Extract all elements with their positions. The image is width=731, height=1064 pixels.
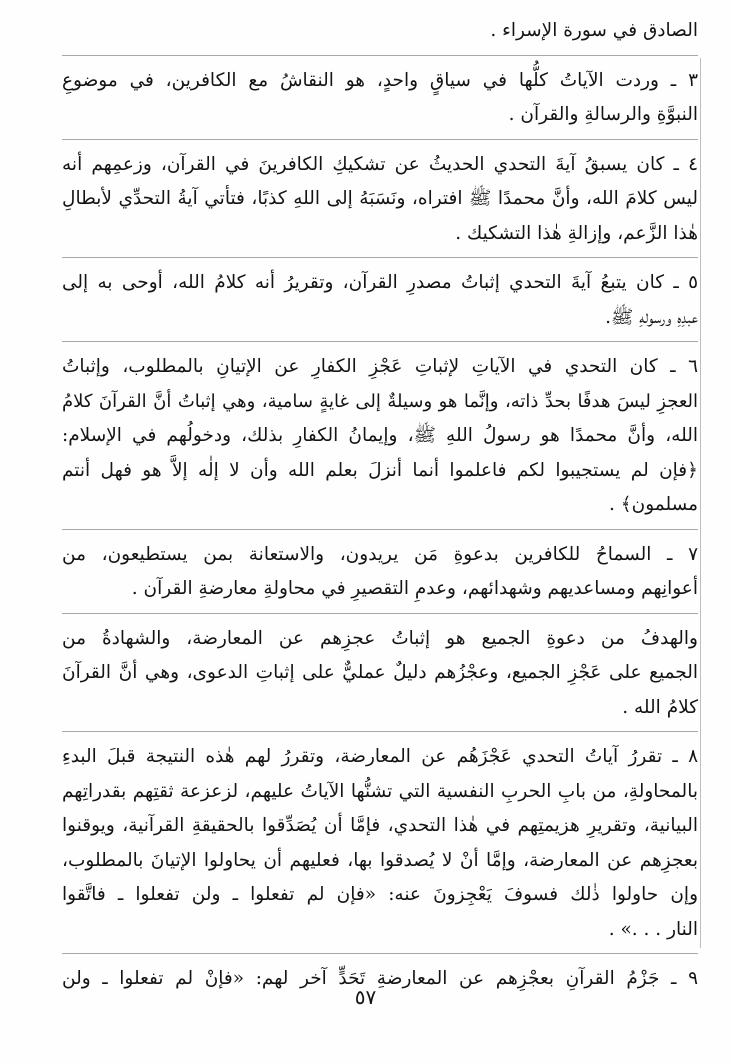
text-line: بالمحاولةِ، من بابِ الحربِ النفسية التي تشنُّها الآياتُ عليهم، لزعزعة ثقتِهم بقدراتِهم (62, 780, 698, 802)
paragraph-point-8 (62, 740, 698, 947)
paragraph-separator (62, 613, 698, 614)
page-number: ٥٧ (354, 985, 377, 1009)
text-line: ٩ ـ جَزْمُ القرآنِ بعجْزِهم عن المعارضةِ تَحَدٍّ آخر لهم: «فإنْ لم تفعلوا ـ ولن (62, 968, 698, 989)
text-line: ليس كلامَ الله، وأنَّ محمدًا ﷺ افتراه، ونَسَبَهُ إلى اللهِ كذبًا، فتأتي آيةُ التحدِّي لأبطالِ (62, 188, 698, 209)
paragraph-point-6 (62, 350, 698, 523)
paragraph-separator (62, 139, 698, 140)
text-line: كلامُ الله . (622, 696, 698, 718)
text-line: ٧ ـ السماحُ للكافرين بدعوةِ مَن يريدون، والاستعانة بمن يستطيعون، من (62, 543, 698, 565)
text-line: وإن حاولوا ذٰلك فسوفَ يَعْجِزونَ عنه: «فإن لم تفعلوا ـ ولن تفعلوا ـ فاتَّقوا (62, 884, 698, 905)
page-body (62, 14, 698, 997)
text-line: ٤ ـ كان يسبقُ آيةَ التحدي الحديثُ عن تشكيكِ الكافرينَ في القرآن، وزعمِهم أنه (62, 153, 698, 175)
paragraph-point-5 (62, 266, 698, 335)
quran-quote: مسلمون﴾ . (609, 494, 698, 515)
text-line: الصادق في سورة الإسراء . (490, 20, 698, 41)
paragraph-separator (62, 257, 698, 258)
paragraph-separator (62, 953, 698, 954)
paragraph-separator (62, 341, 698, 342)
text-line: أعوانِهم ومساعديهم وشهدائهم، وعدمِ التقصيرِ في محاولةِ معارضةِ القرآن . (131, 578, 698, 599)
quran-quote: ﴿فإن لم يستجيبوا لكم فاعلموا أنما أنزلَ بعلم الله وأن لا إلٰه إلاَّ هو فهل أنتم (62, 459, 698, 481)
paragraph-point-4 (62, 148, 698, 252)
text-line: النار . . .» . (608, 918, 698, 940)
paragraph-isra-ending (62, 14, 698, 49)
text-line: بعجزِهم عن المعارضة، وإمَّا أنْ لا يُصدقوا بها، فعليهم أن يحاولوا الإتيانَ بالمطلوب، (62, 849, 698, 871)
text-line: عبدِهِ ورسولهِ ﷺ. (605, 306, 698, 328)
paragraph-goal (62, 622, 698, 726)
paragraph-point-7 (62, 538, 698, 607)
text-line: النبوَّةِ والرسالةِ والقرآن . (508, 104, 698, 125)
text-line: ٣ ـ وردت الآياتُ كلُّها في سياقٍ واحدٍ، هو النقاشُ مع الكافرين، في موضوعِ (62, 69, 698, 91)
text-line: الله، وأنَّ محمدًا هو رسولُ اللهِ ﷺ، وإيمانُ الكفارِ بذلك، ودخولُهم في الإسلام: (62, 425, 698, 446)
margin-rule (700, 58, 701, 948)
text-line: هٰذا الزَّعم، وإزالةِ هٰذا التشكيك . (455, 222, 698, 244)
text-line: الجميع على عَجْزِ الجميع، وعجْزُهم دليلٌ عمليٌّ على إثباتِ الدعوى، وهي أنَّ القرآنَ (62, 662, 698, 683)
text-line: والهدفُ من دعوةِ الجميع هو إثباتُ عجزِهم عن المعارضة، والشهادةُ من (62, 627, 698, 649)
paragraph-point-3 (62, 64, 698, 133)
paragraph-separator (62, 731, 698, 732)
text-line: العجزِ ليسَ هدفًا بحدِّ ذاته، وإنَّما هو وسيلةٌ إلى غايةٍ سامية، وهي إثباتُ أنَّ القرآنَ كلامُ (62, 390, 698, 412)
text-line: ٥ ـ كان يتبعُ آيةَ التحدي إثباتُ مصدرِ القرآن، وتقريرُ أنه كلامُ الله، أوحى به إلى (62, 272, 698, 293)
paragraph-separator (62, 529, 698, 530)
paragraph-separator (62, 55, 698, 56)
text-line: ٨ ـ تقررُ آياتُ التحدي عَجْزَهُم عن المعارضة، وتقررُ لهم هٰذه النتيجة قبلَ البدءِ (62, 746, 698, 767)
text-line: البيانية، وتقريرِ هزيمتِهم في هٰذا التحدي، فإمَّا أن يُصَدِّقوا بالحقيقةِ القرآنية، ويوقنوا (62, 815, 698, 836)
text-line: ٦ ـ كان التحدي في الآياتِ لإثباتِ عَجْزِ الكفارِ عن الإتيانِ بالمطلوب، وإثباتُ (62, 356, 698, 377)
